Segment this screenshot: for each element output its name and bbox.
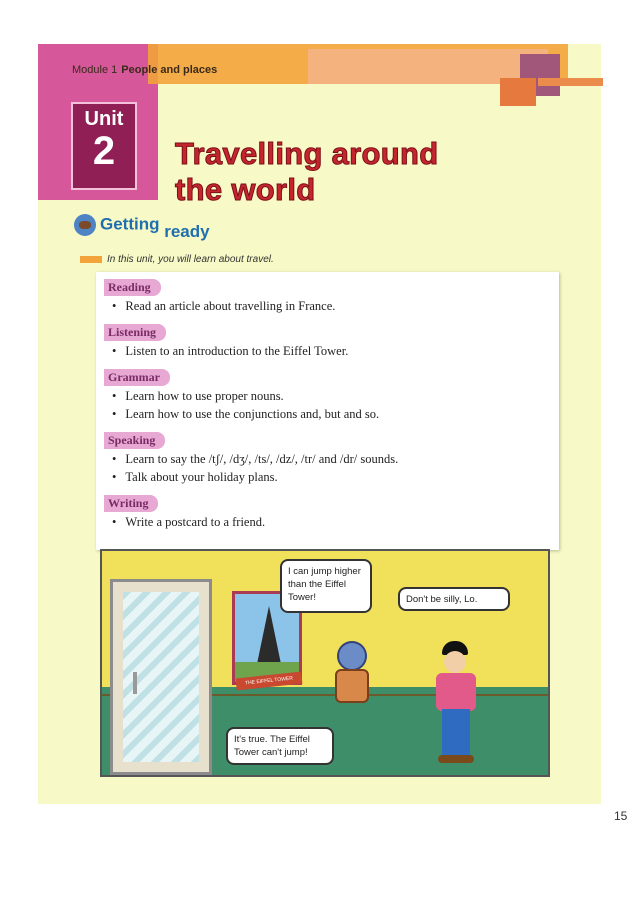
robot-body [335, 669, 369, 703]
unit-title-line1: Travelling around [175, 136, 439, 171]
objectives-box [96, 272, 559, 550]
list-item: • Listen to an introduction to the Eiffel Tower. [112, 344, 559, 359]
section-label: Listening [104, 324, 166, 341]
unit-number: 2 [92, 129, 116, 173]
speech-bubble-robot: I can jump higher than the Eiffel Tower! [280, 559, 372, 613]
robot-head [337, 641, 367, 671]
section-grammar [104, 362, 559, 422]
getting-word: Getting [100, 214, 160, 234]
robot-character [327, 641, 377, 711]
module-number: Module 1 [72, 64, 118, 76]
speech-bubble-boy: Don't be silly, Lo. [398, 587, 510, 611]
ready-word: ready [164, 222, 210, 242]
intro-text: In this unit, you will learn about travel. [107, 254, 274, 265]
list-item: • Write a postcard to a friend. [112, 515, 559, 530]
section-label: Speaking [104, 432, 165, 449]
list-item: • Learn how to use the conjunctions and, but and so. [112, 407, 559, 422]
list-item: • Learn to say the /tʃ/, /dʒ/, /ts/, /dz/, /tr/ and /dr/ sounds. [112, 452, 559, 467]
section-speaking [104, 425, 559, 485]
list-item: • Read an article about travelling in France. [112, 299, 559, 314]
section-listening [104, 317, 559, 359]
globe-icon [74, 214, 96, 236]
unit-label: Unit [84, 108, 124, 130]
unit-badge [71, 102, 137, 190]
intro-line [80, 254, 274, 265]
unit-title-line2: the world [175, 172, 316, 207]
section-label: Grammar [104, 369, 170, 386]
module-name: People and places [121, 64, 218, 76]
section-writing [104, 488, 559, 530]
textbook-page [38, 44, 628, 823]
list-item: • Learn how to use proper nouns. [112, 389, 559, 404]
boy-character [430, 641, 482, 766]
boy-face [444, 651, 466, 673]
list-item: • Talk about your holiday plans. [112, 470, 559, 485]
glass-door [110, 579, 212, 775]
intro-bar-icon [80, 256, 102, 263]
module-label [72, 64, 217, 76]
section-label: Writing [104, 495, 158, 512]
door-handle [133, 672, 137, 694]
speech-bubble-reply: It's true. The Eiffel Tower can't jump! [226, 727, 334, 765]
getting-ready-heading [74, 214, 210, 242]
boy-pants [442, 709, 470, 757]
section-reading [104, 272, 559, 314]
decor-strip [538, 78, 603, 86]
page-number: 15 [614, 809, 628, 823]
decor-square [500, 78, 536, 106]
poster-caption: THE EIFFEL TOWER [236, 672, 303, 691]
boy-shoes [438, 755, 474, 763]
section-label: Reading [104, 279, 161, 296]
unit-title [175, 136, 438, 208]
eiffel-tower-icon [257, 606, 281, 664]
cartoon-illustration [100, 549, 550, 777]
boy-shirt [436, 673, 476, 711]
